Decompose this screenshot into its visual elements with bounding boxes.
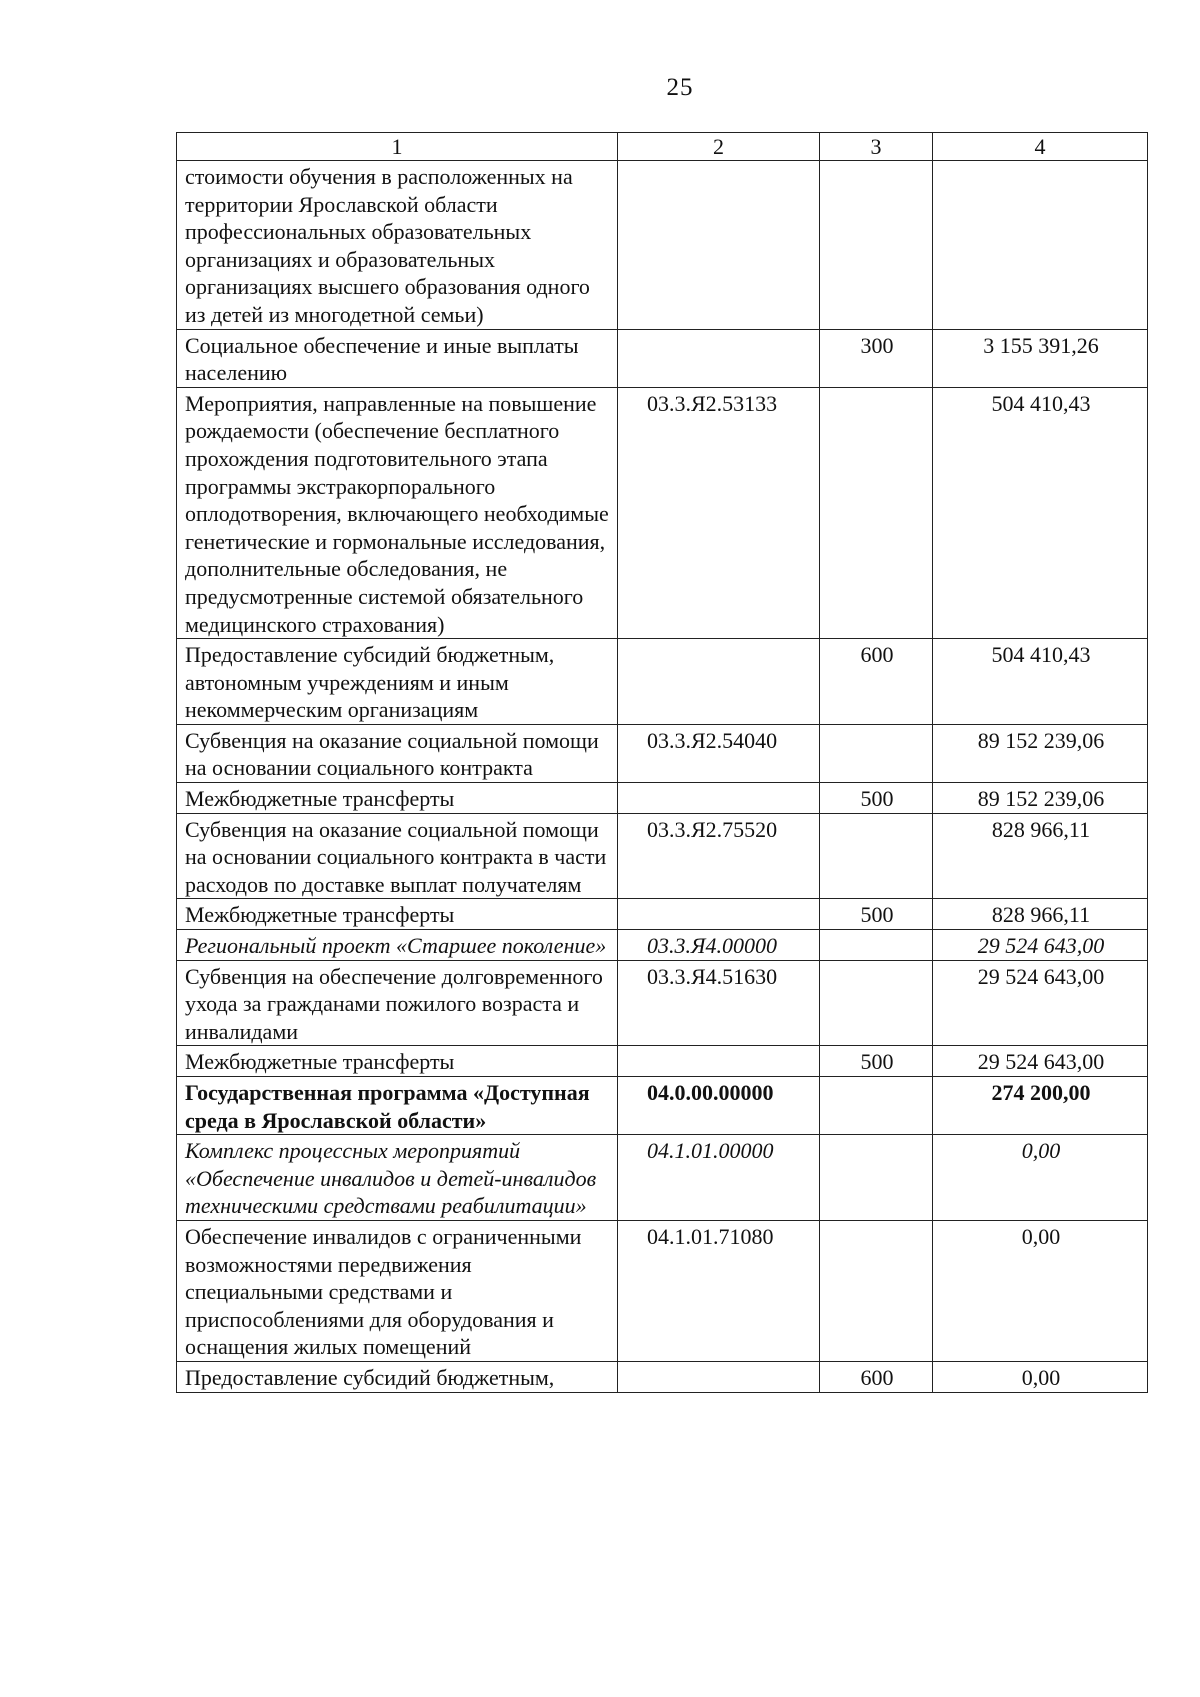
row-code-cell: 04.1.01.00000 <box>618 1135 820 1221</box>
table-header-row <box>177 133 1148 161</box>
row-name-cell: Региональный проект «Старшее поколение» <box>177 930 618 961</box>
row-type-cell <box>820 387 933 638</box>
row-code-cell <box>618 783 820 814</box>
table-row <box>177 1220 1148 1361</box>
row-amount-cell <box>933 161 1148 330</box>
row-type-cell <box>820 724 933 782</box>
row-type-cell <box>820 1077 933 1135</box>
row-amount-cell: 29 524 643,00 <box>933 930 1148 961</box>
row-amount-cell: 504 410,43 <box>933 639 1148 725</box>
row-code-cell <box>618 639 820 725</box>
header-cell-3: 3 <box>820 133 933 161</box>
row-amount-cell: 29 524 643,00 <box>933 1046 1148 1077</box>
row-amount-cell: 0,00 <box>933 1135 1148 1221</box>
row-code-cell: 03.3.Я4.51630 <box>618 960 820 1046</box>
table-row <box>177 329 1148 387</box>
row-amount-cell: 274 200,00 <box>933 1077 1148 1135</box>
table-row <box>177 1361 1148 1392</box>
row-name-cell: Межбюджетные трансферты <box>177 899 618 930</box>
row-type-cell: 500 <box>820 899 933 930</box>
row-name-cell: Межбюджетные трансферты <box>177 783 618 814</box>
row-type-cell: 500 <box>820 1046 933 1077</box>
header-cell-4: 4 <box>933 133 1148 161</box>
row-amount-cell: 0,00 <box>933 1361 1148 1392</box>
row-type-cell <box>820 813 933 899</box>
page-number: 25 <box>666 74 694 101</box>
table-row <box>177 1077 1148 1135</box>
row-name-cell: Государственная программа «Доступная среда в Ярославской области» <box>177 1077 618 1135</box>
row-amount-cell: 3 155 391,26 <box>933 329 1148 387</box>
row-type-cell: 600 <box>820 1361 933 1392</box>
row-type-cell <box>820 1220 933 1361</box>
row-name-cell: Мероприятия, направленные на повышение рождаемости (обеспечение бесплатного прохождения подготовительного этапа программы экстракорпорального оплодотворения, включающего необходимые генетические и гормональные исследования, дополнительные обследования, не предусмотренные системой обязательного медицинского страхования) <box>177 387 618 638</box>
table-row <box>177 960 1148 1046</box>
header-cell-2: 2 <box>618 133 820 161</box>
budget-table <box>176 132 1148 1393</box>
row-code-cell <box>618 1361 820 1392</box>
row-name-cell: Межбюджетные трансферты <box>177 1046 618 1077</box>
row-type-cell: 600 <box>820 639 933 725</box>
row-code-cell <box>618 1046 820 1077</box>
table-row <box>177 813 1148 899</box>
table-row <box>177 1046 1148 1077</box>
row-amount-cell: 89 152 239,06 <box>933 783 1148 814</box>
row-name-cell: Предоставление субсидий бюджетным, автономным учреждениям и иным некоммерческим организациям <box>177 639 618 725</box>
table-row <box>177 899 1148 930</box>
header-cell-1: 1 <box>177 133 618 161</box>
row-name-cell: Комплекс процессных мероприятий «Обеспечение инвалидов и детей-инвалидов техническими средствами реабилитации» <box>177 1135 618 1221</box>
table-body <box>177 133 1148 1393</box>
row-code-cell: 04.0.00.00000 <box>618 1077 820 1135</box>
row-code-cell <box>618 899 820 930</box>
table-row <box>177 1135 1148 1221</box>
row-code-cell: 03.3.Я4.00000 <box>618 930 820 961</box>
row-amount-cell: 504 410,43 <box>933 387 1148 638</box>
row-name-cell: Субвенция на оказание социальной помощи на основании социального контракта в части расходов по доставке выплат получателям <box>177 813 618 899</box>
table-row <box>177 930 1148 961</box>
row-code-cell: 03.3.Я2.53133 <box>618 387 820 638</box>
table-row <box>177 724 1148 782</box>
row-type-cell <box>820 960 933 1046</box>
row-name-cell: Субвенция на обеспечение долговременного ухода за гражданами пожилого возраста и инвалидами <box>177 960 618 1046</box>
row-type-cell <box>820 930 933 961</box>
table-row <box>177 639 1148 725</box>
row-amount-cell: 0,00 <box>933 1220 1148 1361</box>
row-code-cell: 03.3.Я2.54040 <box>618 724 820 782</box>
row-name-cell: стоимости обучения в расположенных на территории Ярославской области профессиональных образовательных организациях и образовательных организациях высшего образования одного из детей из многодетной семьи) <box>177 161 618 330</box>
row-type-cell: 300 <box>820 329 933 387</box>
row-amount-cell: 828 966,11 <box>933 813 1148 899</box>
row-code-cell: 04.1.01.71080 <box>618 1220 820 1361</box>
row-amount-cell: 828 966,11 <box>933 899 1148 930</box>
table-row <box>177 387 1148 638</box>
row-code-cell <box>618 329 820 387</box>
row-name-cell: Субвенция на оказание социальной помощи на основании социального контракта <box>177 724 618 782</box>
row-type-cell <box>820 1135 933 1221</box>
row-amount-cell: 29 524 643,00 <box>933 960 1148 1046</box>
row-code-cell <box>618 161 820 330</box>
row-code-cell: 03.3.Я2.75520 <box>618 813 820 899</box>
row-amount-cell: 89 152 239,06 <box>933 724 1148 782</box>
table-row <box>177 783 1148 814</box>
row-name-cell: Предоставление субсидий бюджетным, <box>177 1361 618 1392</box>
table-row <box>177 161 1148 330</box>
row-name-cell: Обеспечение инвалидов с ограниченными возможностями передвижения специальными средствами и приспособлениями для оборудования и оснащения жилых помещений <box>177 1220 618 1361</box>
row-name-cell: Социальное обеспечение и иные выплаты населению <box>177 329 618 387</box>
row-type-cell: 500 <box>820 783 933 814</box>
row-type-cell <box>820 161 933 330</box>
